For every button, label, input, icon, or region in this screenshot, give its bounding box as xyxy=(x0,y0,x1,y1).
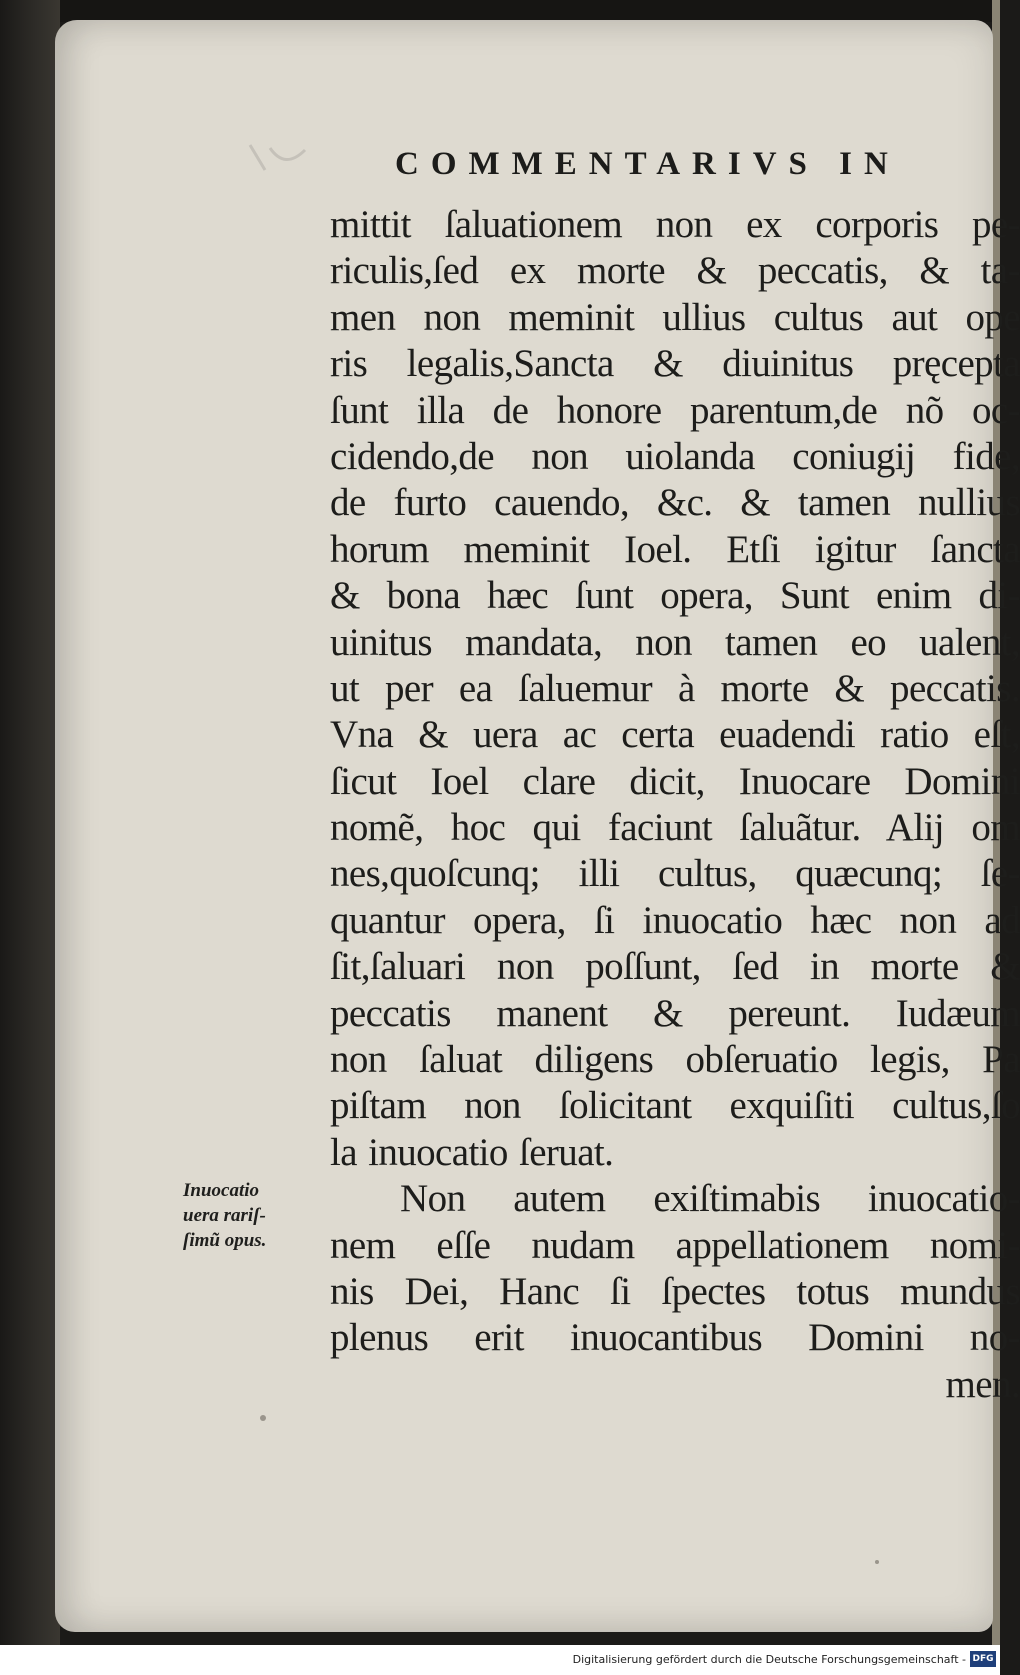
text-line: piſtam non ſolicitant exquiſiti cultus,ſo xyxy=(330,1084,1020,1128)
marginal-note xyxy=(183,1178,333,1253)
marginal-line: ſimũ opus. xyxy=(183,1230,267,1251)
digitization-footer xyxy=(0,1645,1000,1675)
paper-speck xyxy=(260,1415,266,1421)
bleed-through-mark xyxy=(245,140,315,180)
text-line: plenus erit inuocantibus Domini no- xyxy=(330,1316,1020,1360)
marginal-line: Inuocatio xyxy=(183,1180,260,1201)
text-line: Vna & uera ac certa euadendi ratio eſt, xyxy=(330,713,1020,757)
paper-speck xyxy=(875,1560,879,1564)
body-text xyxy=(330,202,1020,1408)
text-line: la inuocatio ſeruat. xyxy=(330,1130,614,1174)
dfg-logo: DFG xyxy=(970,1651,996,1667)
text-line: ris legalis,Sancta & diuinitus pręcepta xyxy=(330,342,1020,386)
text-line: non ſaluat diligens obſeruatio legis, Pa xyxy=(330,1038,1020,1082)
paragraph-start-line: Non autem exiſtimabis inuocatio- xyxy=(400,1177,1020,1221)
funding-credit: Digitalisierung gefördert durch die Deutsche Forschungsgemeinschaft - xyxy=(572,1653,966,1666)
text-line: & bona hæc ſunt opera, Sunt enim di- xyxy=(330,574,1020,618)
marginal-line: uera rariſ- xyxy=(183,1205,266,1226)
text-line: horum meminit Ioel. Etſi igitur ſancta xyxy=(330,527,1020,571)
text-line: mittit ſaluationem non ex corporis pe- xyxy=(330,203,1020,246)
text-line: uinitus mandata, non tamen eo ualent, xyxy=(330,620,1020,664)
book-binding xyxy=(0,0,60,1675)
text-line: de furto cauendo, &c. & tamen nullius xyxy=(330,481,1020,525)
scan-top-edge xyxy=(0,0,1000,22)
text-line: peccatis manent & pereunt. Iudæum xyxy=(330,991,1020,1035)
text-line: nomẽ, hoc qui faciunt ſaluãtur. Alij om xyxy=(330,806,1020,850)
book-page xyxy=(55,20,1020,1632)
text-line: nes,quoſcunq; illi cultus, quæcunq; ſe- xyxy=(330,852,1020,896)
text-line: ſit,ſaluari non poſſunt, ſed in morte & xyxy=(330,945,1020,989)
text-line: quantur opera, ſi inuocatio hæc non ad xyxy=(330,898,1020,942)
text-line: ut per ea ſaluemur à morte & peccatis. xyxy=(330,666,1020,710)
running-head: COMMENTARIVS IN xyxy=(395,146,900,182)
text-line: riculis,ſed ex morte & peccatis, & ta- xyxy=(330,249,1020,293)
catchword-line: men. xyxy=(945,1362,1020,1406)
text-line: ſunt illa de honore parentum,de nõ oc- xyxy=(330,388,1020,432)
text-line: ſicut Ioel clare dicit, Inuocare Domini xyxy=(330,759,1020,803)
text-line: nis Dei, Hanc ſi ſpectes totus mundus xyxy=(330,1269,1020,1313)
text-line: men non meminit ullius cultus aut ope xyxy=(330,295,1020,339)
text-line: cidendo,de non uiolanda coniugij fide, xyxy=(330,434,1020,478)
text-line: nem eſſe nudam appellationem nomi- xyxy=(330,1223,1020,1267)
